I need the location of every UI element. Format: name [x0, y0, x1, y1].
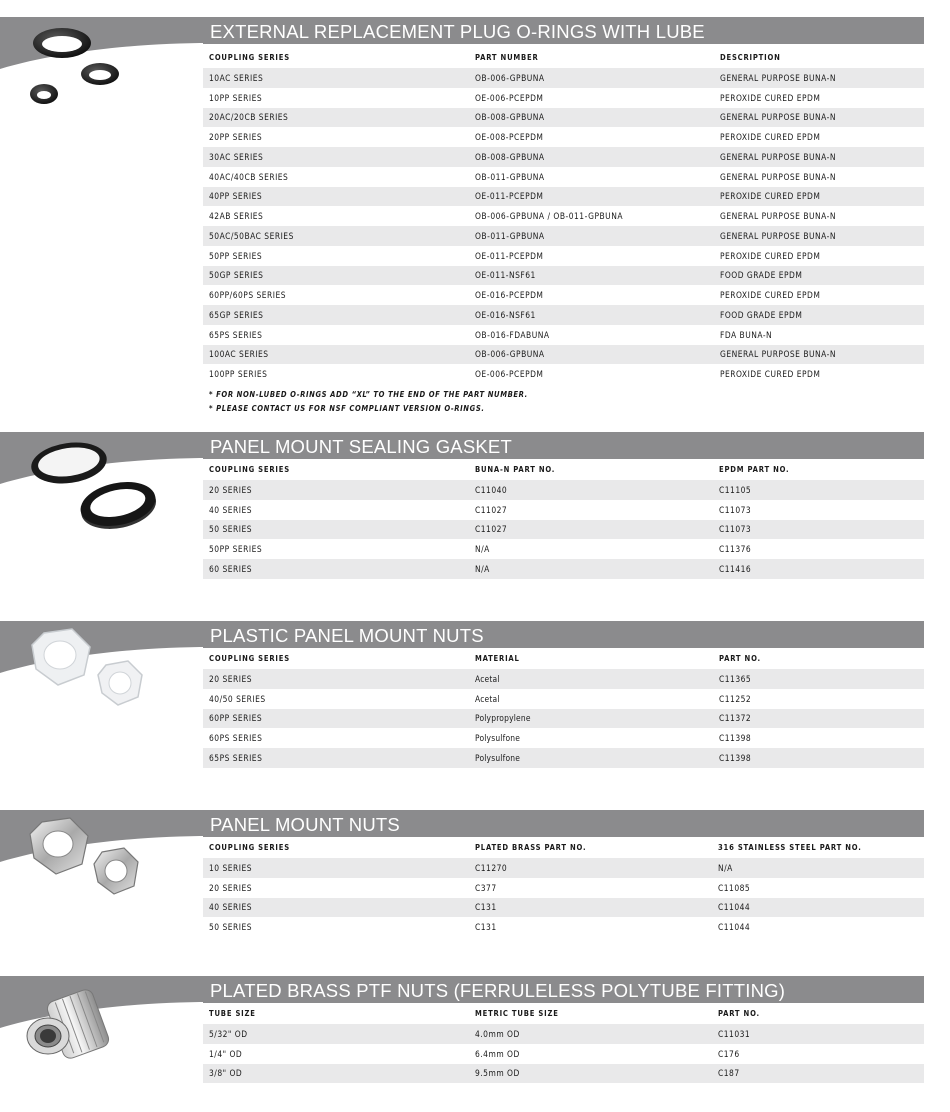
- table-cell: C11044: [712, 898, 924, 918]
- column-header: COUPLING SERIES: [209, 842, 290, 852]
- table-cell: C11416: [713, 559, 924, 579]
- column-header: PLATED BRASS PART NO.: [475, 842, 587, 852]
- table-cell: C11085: [718, 882, 751, 893]
- column-header: 316 STAINLESS STEEL PART NO.: [718, 842, 862, 852]
- table-cell: 42AB SERIES: [209, 211, 264, 222]
- table-row: [203, 266, 924, 286]
- table-cell: OE-016-PCEPDM: [475, 290, 544, 301]
- table-header-row: [203, 836, 924, 858]
- table-cell: N/A: [475, 544, 490, 555]
- section-o-rings: [0, 17, 950, 417]
- table-cell: GENERAL PURPOSE BUNA-N: [714, 147, 924, 167]
- table-cell: GENERAL PURPOSE BUNA-N: [720, 211, 836, 222]
- table-row: [203, 345, 924, 365]
- table-row: [203, 500, 924, 520]
- table-cell: 50AC/50BAC SERIES: [203, 226, 469, 246]
- table-cell: FOOD GRADE EPDM: [714, 305, 924, 325]
- table-cell: OE-011-PCEPDM: [475, 250, 544, 261]
- table-row: [203, 559, 924, 579]
- table-cell: PEROXIDE CURED EPDM: [720, 132, 821, 143]
- table-cell: OB-011-GPBUNA: [469, 226, 714, 246]
- panel-mount-nuts-table: [203, 836, 924, 937]
- table-row: [203, 226, 924, 246]
- section-sealing-gasket: [0, 432, 950, 582]
- table-row: [203, 88, 924, 108]
- table-cell: 10PP SERIES: [209, 92, 263, 103]
- table-cell: C11073: [719, 504, 752, 515]
- table-row: [203, 898, 924, 918]
- table-row: [203, 878, 924, 898]
- metal-nuts-image: [14, 814, 194, 934]
- footnotes: [209, 388, 528, 416]
- column-header: COUPLING SERIES: [209, 52, 290, 62]
- table-row: [203, 68, 924, 88]
- section-ptf-nuts: [0, 976, 950, 1086]
- table-row: [203, 305, 924, 325]
- table-cell: OB-011-GPBUNA: [475, 171, 545, 182]
- table-cell: GENERAL PURPOSE BUNA-N: [714, 108, 924, 128]
- table-cell: Polysulfone: [475, 733, 521, 744]
- table-cell: 20 SERIES: [203, 669, 469, 689]
- table-cell: N/A: [469, 559, 713, 579]
- table-cell: C11073: [713, 520, 924, 540]
- section-plastic-panel-mount-nuts: [0, 621, 950, 771]
- table-cell: OE-011-NSF61: [469, 266, 714, 286]
- table-cell: Acetal: [475, 693, 500, 704]
- table-cell: 50 SERIES: [209, 922, 253, 933]
- column-header: PART NO.: [719, 653, 761, 663]
- table-cell: C11398: [719, 733, 752, 744]
- column-header: PART NO.: [718, 1008, 760, 1018]
- table-cell: 10AC SERIES: [203, 68, 469, 88]
- table-cell: GENERAL PURPOSE BUNA-N: [720, 171, 836, 182]
- table-cell: 6.4mm OD: [475, 1048, 520, 1059]
- table-cell: 100PP SERIES: [209, 369, 268, 380]
- table-row: [203, 539, 924, 559]
- gaskets-image: [14, 436, 194, 556]
- table-cell: PEROXIDE CURED EPDM: [720, 92, 821, 103]
- table-cell: OB-008-GPBUNA: [469, 147, 714, 167]
- table-cell: PEROXIDE CURED EPDM: [720, 250, 821, 261]
- table-cell: OE-016-NSF61: [469, 305, 714, 325]
- table-cell: C11027: [475, 504, 508, 515]
- table-cell: C11031: [712, 1024, 924, 1044]
- table-cell: 40 SERIES: [209, 504, 253, 515]
- table-cell: C11365: [713, 669, 924, 689]
- table-cell: 20 SERIES: [203, 480, 469, 500]
- table-cell: 20PP SERIES: [209, 132, 263, 143]
- table-cell: 40PP SERIES: [203, 187, 469, 207]
- table-row: [203, 206, 924, 226]
- table-cell: C176: [718, 1048, 740, 1059]
- table-cell: 40/50 SERIES: [209, 693, 266, 704]
- column-header: PART NUMBER: [475, 52, 539, 62]
- table-header-row: [203, 1002, 924, 1024]
- table-cell: FOOD GRADE EPDM: [714, 266, 924, 286]
- table-cell: 100AC SERIES: [203, 345, 469, 365]
- table-cell: 60PP/60PS SERIES: [209, 290, 287, 301]
- table-cell: GENERAL PURPOSE BUNA-N: [714, 345, 924, 365]
- table-cell: C11105: [713, 480, 924, 500]
- table-cell: 9.5mm OD: [469, 1064, 712, 1084]
- ptf-nuts-table: [203, 1002, 924, 1083]
- table-cell: Polypropylene: [469, 709, 713, 729]
- column-header: COUPLING SERIES: [209, 653, 290, 663]
- table-row: [203, 669, 924, 689]
- table-row: [203, 917, 924, 937]
- plastic-nuts-image: [14, 625, 194, 745]
- table-row: [203, 285, 924, 305]
- table-row: [203, 167, 924, 187]
- table-cell: PEROXIDE CURED EPDM: [714, 187, 924, 207]
- table-cell: 65PS SERIES: [209, 329, 263, 340]
- table-cell: C187: [712, 1064, 924, 1084]
- table-cell: OB-006-GPBUNA: [469, 68, 714, 88]
- table-cell: 20AC/20CB SERIES: [203, 108, 469, 128]
- table-row: [203, 1024, 924, 1044]
- table-row: [203, 748, 924, 768]
- table-header-row: [203, 458, 924, 480]
- table-header-row: [203, 46, 924, 68]
- table-cell: PEROXIDE CURED EPDM: [720, 290, 821, 301]
- table-cell: Acetal: [469, 669, 713, 689]
- table-cell: 65PS SERIES: [203, 748, 469, 768]
- o-rings-table: [203, 46, 924, 384]
- table-row: [203, 364, 924, 384]
- footnote: * FOR NON-LUBED O-RINGS ADD “XL” TO THE END OF THE PART NUMBER.: [209, 390, 528, 399]
- column-header: DESCRIPTION: [720, 52, 781, 62]
- column-header: COUPLING SERIES: [209, 464, 290, 474]
- table-row: [203, 1044, 924, 1064]
- table-cell: Polysulfone: [469, 748, 713, 768]
- column-header: EPDM PART NO.: [719, 464, 790, 474]
- table-row: [203, 187, 924, 207]
- table-cell: 50PP SERIES: [209, 544, 263, 555]
- table-cell: 40 SERIES: [203, 898, 469, 918]
- table-cell: OE-006-PCEPDM: [475, 369, 544, 380]
- table-cell: 40AC/40CB SERIES: [209, 171, 289, 182]
- table-row: [203, 520, 924, 540]
- column-header: TUBE SIZE: [209, 1008, 256, 1018]
- table-cell: 1/4" OD: [209, 1048, 243, 1059]
- ptf-nut-image: [14, 984, 194, 1104]
- table-cell: C11376: [719, 544, 752, 555]
- table-row: [203, 709, 924, 729]
- table-cell: C11252: [719, 693, 752, 704]
- table-cell: C11044: [718, 922, 751, 933]
- table-cell: 20 SERIES: [209, 882, 253, 893]
- table-cell: 3/8" OD: [203, 1064, 469, 1084]
- table-cell: 60 SERIES: [203, 559, 469, 579]
- table-cell: C11040: [469, 480, 713, 500]
- table-cell: OB-006-GPBUNA / OB-011-GPBUNA: [475, 211, 623, 222]
- gasket-table: [203, 458, 924, 579]
- table-cell: C131: [469, 898, 712, 918]
- table-cell: 50PP SERIES: [209, 250, 263, 261]
- table-header-row: [203, 647, 924, 669]
- table-cell: OE-011-PCEPDM: [469, 187, 714, 207]
- footnote: * PLEASE CONTACT US FOR NSF COMPLIANT VERSION O-RINGS.: [209, 404, 485, 413]
- section-title: PLATED BRASS PTF NUTS (FERRULELESS POLYTUBE FITTING): [203, 976, 924, 1003]
- table-row: [203, 728, 924, 748]
- table-cell: 65GP SERIES: [203, 305, 469, 325]
- table-cell: GENERAL PURPOSE BUNA-N: [714, 68, 924, 88]
- table-cell: C11398: [713, 748, 924, 768]
- table-cell: 5/32" OD: [203, 1024, 469, 1044]
- table-cell: OE-006-PCEPDM: [475, 92, 544, 103]
- table-cell: 50 SERIES: [203, 520, 469, 540]
- table-cell: C11270: [469, 858, 712, 878]
- plastic-nuts-table: [203, 647, 924, 768]
- table-cell: PEROXIDE CURED EPDM: [720, 369, 821, 380]
- table-cell: 50GP SERIES: [203, 266, 469, 286]
- table-cell: OB-006-GPBUNA: [469, 345, 714, 365]
- table-cell: 10 SERIES: [203, 858, 469, 878]
- table-cell: FDA BUNA-N: [720, 329, 773, 340]
- section-title: PLASTIC PANEL MOUNT NUTS: [203, 621, 924, 648]
- table-cell: C11372: [713, 709, 924, 729]
- table-row: [203, 108, 924, 128]
- column-header: BUNA-N PART NO.: [475, 464, 556, 474]
- table-cell: 60PS SERIES: [209, 733, 263, 744]
- table-row: [203, 858, 924, 878]
- table-cell: C11027: [469, 520, 713, 540]
- table-row: [203, 325, 924, 345]
- section-title: PANEL MOUNT SEALING GASKET: [203, 432, 924, 459]
- table-row: [203, 480, 924, 500]
- section-panel-mount-nuts: [0, 810, 950, 940]
- table-cell: C377: [475, 882, 497, 893]
- table-cell: N/A: [712, 858, 924, 878]
- table-cell: GENERAL PURPOSE BUNA-N: [714, 226, 924, 246]
- table-cell: OE-008-PCEPDM: [475, 132, 544, 143]
- table-row: [203, 246, 924, 266]
- table-row: [203, 1064, 924, 1084]
- section-title: PANEL MOUNT NUTS: [203, 810, 924, 837]
- table-cell: 30AC SERIES: [203, 147, 469, 167]
- table-cell: 60PP SERIES: [203, 709, 469, 729]
- column-header: METRIC TUBE SIZE: [475, 1008, 559, 1018]
- table-row: [203, 147, 924, 167]
- table-cell: OB-008-GPBUNA: [469, 108, 714, 128]
- table-row: [203, 127, 924, 147]
- table-cell: 4.0mm OD: [469, 1024, 712, 1044]
- column-header: MATERIAL: [475, 653, 520, 663]
- table-cell: OB-016-FDABUNA: [475, 329, 550, 340]
- section-title: EXTERNAL REPLACEMENT PLUG O-RINGS WITH LUBE: [203, 17, 924, 44]
- table-cell: C131: [475, 922, 497, 933]
- table-row: [203, 689, 924, 709]
- o-rings-image: [14, 21, 194, 141]
